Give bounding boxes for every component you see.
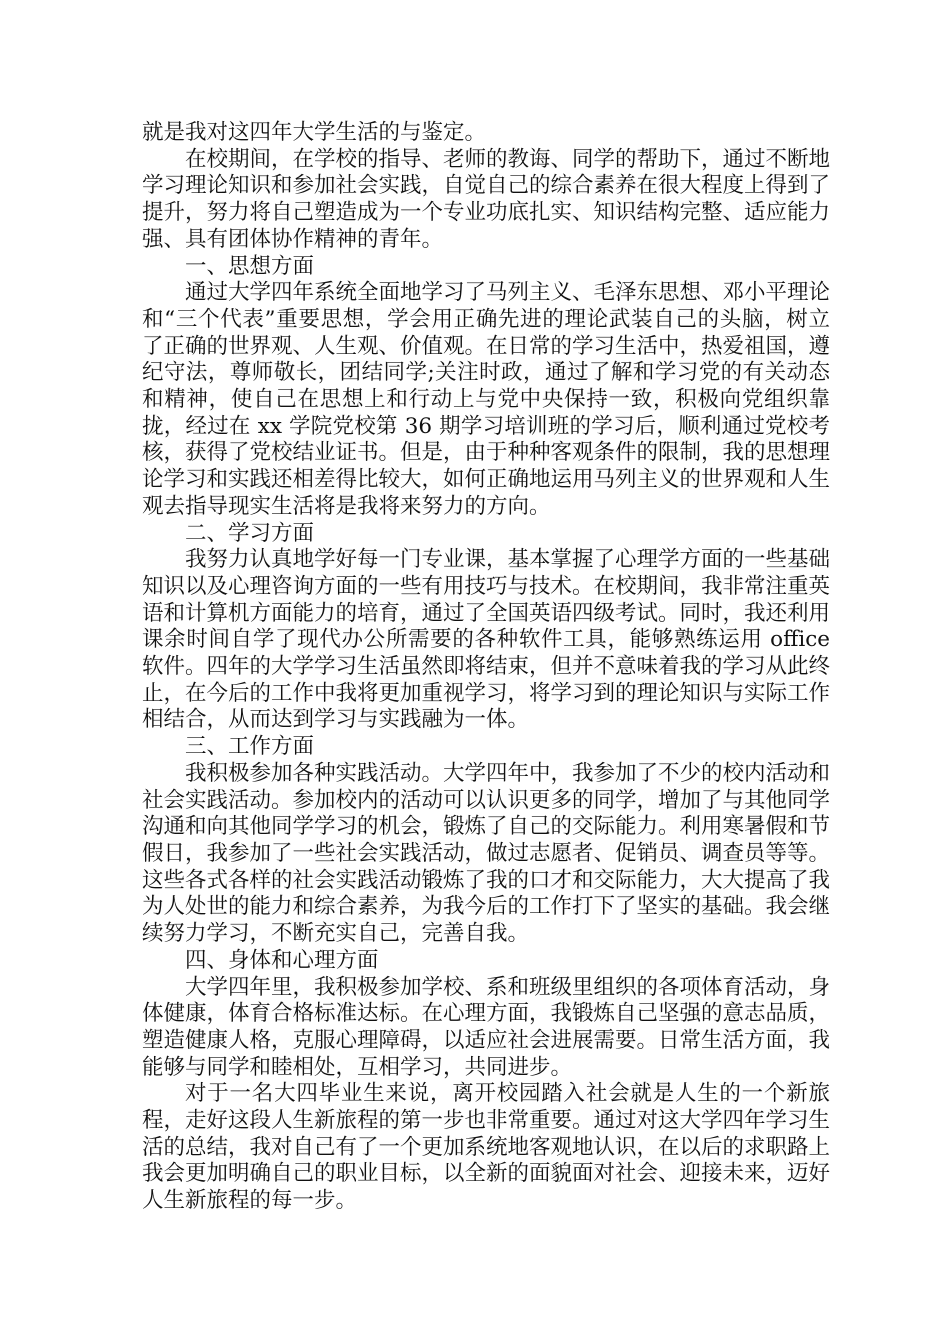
paragraph-study: 我努力认真地学好每一门专业课，基本掌握了心理学方面的一些基础知识以及心理咨询方面的一些有用技巧与技术。在校期间，我非常注重英语和计算机方面能力的培育，通过了全国英语四级考试。同时，我还利用课余时间自学了现代办公所需要的各种软件工具，能够熟练运用 office 软件。四年的大学学习生活虽然即将结束，但并不意味着我的学习从此终止，在今后的工作中我将更加重视学习，将学习到的理论知识与实际工作相结合，从而达到学习与实践融为一体。 (142, 547, 831, 733)
paragraph-opening-fragment: 就是我对这四年大学生活的与鉴定。 (142, 120, 487, 145)
paragraph-conclusion: 对于一名大四毕业生来说，离开校园踏入社会就是人生的一个新旅程，走好这段人生新旅程的第一步也非常重要。通过对这大学四年学习生活的总结，我对自己有了一个更加系统地客观地认识，在以后的求职路上我会更加明确自己的职业目标，以全新的面貌面对社会、迎接未来，迈好人生新旅程的每一步。 (142, 1081, 831, 1214)
section-heading-study: 二、学习方面 (185, 520, 315, 546)
paragraph-school-period: 在校期间，在学校的指导、老师的教诲、同学的帮助下，通过不断地学习理论知识和参加社会实践，自觉自己的综合素养在很大程度上得到了提升，努力将自己塑造成为一个专业功底扎实、知识结构完整、适应能力强、具有团体协作精神的青年。 (142, 146, 831, 252)
paragraph-work: 我积极参加各种实践活动。大学四年中，我参加了不少的校内活动和社会实践活动。参加校内的活动可以认识更多的同学，增加了与其他同学沟通和向其他同学学习的机会，锻炼了自己的交际能力。利用寒暑假和节假日，我参加了一些社会实践活动，做过志愿者、促销员、调查员等等。这些各式各样的社会实践活动锻炼了我的口才和交际能力，大大提高了我为人处世的能力和综合素养，为我今后的工作打下了坚实的基础。我会继续努力学习，不断充实自己，完善自我。 (142, 760, 831, 947)
paragraph-body-mind: 大学四年里，我积极参加学校、系和班级里组织的各项体育活动，身体健康，体育合格标准达标。在心理方面，我锻炼自己坚强的意志品质，塑造健康人格，克服心理障碍，以适应社会进展需要。日常生活方面，我能够与同学和睦相处，互相学习，共同进步。 (142, 974, 831, 1080)
section-heading-body-mind: 四、身体和心理方面 (185, 947, 379, 973)
paragraph-thought: 通过大学四年系统全面地学习了马列主义、毛泽东思想、邓小平理论和“三个代表”重要思想，学会用正确先进的理论武装自己的头脑，树立了正确的世界观、人生观、价值观。在日常的学习生活中，热爱祖国，遵纪守法，尊师敬长，团结同学;关注时政，通过了解和学习党的有关动态和精神，使自己在思想上和行动上与党中央保持一致，积极向党组织靠拢，经过在 xx 学院党校第 36 期学习培训班的学习后，顺利通过党校考核，获得了党校结业证书。但是，由于种种客观条件的限制，我的思想理论学习和实践还相差得比较大，如何正确地运用马列主义的世界观和人生观去指导现实生活将是我将来努力的方向。 (142, 280, 831, 519)
section-heading-thought: 一、思想方面 (185, 253, 315, 279)
document-page (142, 120, 830, 1215)
section-heading-work: 三、工作方面 (185, 734, 315, 760)
